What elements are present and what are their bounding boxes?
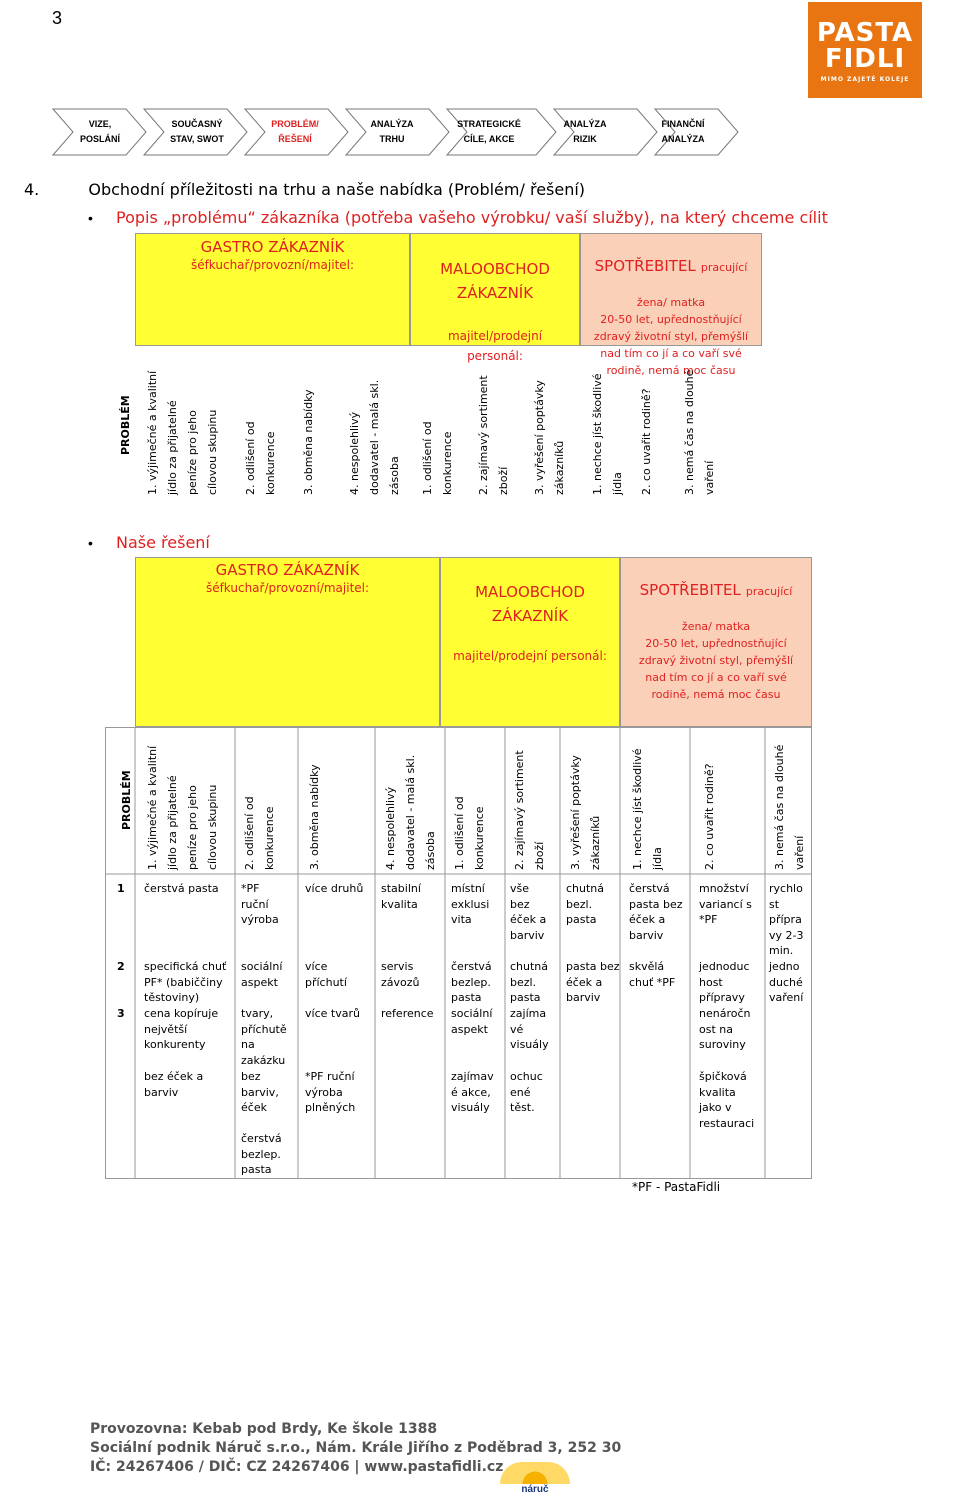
cell-c8-1: čerstvá pasta bez éček a barviv xyxy=(629,882,683,942)
cell-c2-1: *PF ruční výroba xyxy=(241,882,279,926)
cell-c6-4: ochuc ené těst. xyxy=(510,1070,543,1114)
bullet-1: • xyxy=(88,210,93,226)
col-label-4: 4. nespolehlivý dodavatel - malá skl. zásoba xyxy=(348,379,401,495)
row-number-2: 2 xyxy=(117,960,125,973)
cell-c7-1: chutná bezl. pasta xyxy=(566,882,605,926)
spot-subtitle: žena/ matka 20-50 let, upřednostňující zdravý životní styl, přemýšlí nad tím co jí a co vaří své rodině, nemá moc času xyxy=(593,296,749,377)
cell-c4-1: stabilní kvalita xyxy=(381,882,421,911)
pasta-fidli-logo xyxy=(808,2,922,98)
malo-title: MALOOBCHOD ZÁKAZNÍK xyxy=(440,260,550,302)
nav-financni-analyza[interactable]: FINANČNÍ ANALÝZA xyxy=(661,119,705,144)
nav-analyza-trhu[interactable]: ANALÝZA TRHU xyxy=(370,119,414,144)
cell-c1-1: čerstvá pasta xyxy=(144,882,219,895)
logo-tagline: MIMO ZAJETÉ KOLEJE xyxy=(820,76,910,83)
cell-c3-4: *PF ruční výroba plněných xyxy=(305,1070,356,1114)
col-label-5: 1. odlišení od konkurence xyxy=(421,421,454,495)
cell-c2-3: tvary, příchutě na zakázku xyxy=(241,1007,287,1067)
col-label-2: 2. odlišení od konkurence xyxy=(244,421,277,495)
row-label-problem: PROBLÉM xyxy=(119,395,132,455)
sol-col-label-10: 3. nemá čas na dlouhé vaření xyxy=(773,744,806,870)
cell-c7-2: pasta bez éček a barviv xyxy=(566,960,620,1004)
nav-strategicke-cile[interactable]: STRATEGICKÉ CÍLE, AKCE xyxy=(457,119,521,144)
sol-col-label-4: 4. nespolehlivý dodavatel - malá skl. zásoba xyxy=(384,754,437,870)
sol-row-label-problem: PROBLÉM xyxy=(120,770,133,830)
col-label-8: 1. nechce jíst škodlivé jídla xyxy=(591,373,624,495)
sol-col-label-5: 1. odlišení od konkurence xyxy=(453,796,486,870)
sol-malo-title: MALOOBCHOD ZÁKAZNÍK xyxy=(475,583,585,625)
cell-c9-2: jednoduc host přípravy xyxy=(699,960,750,1004)
nav-soucasny-stav[interactable]: SOUČASNÝ STAV, SWOT xyxy=(170,119,224,144)
sol-spot-title: SPOTŘEBITEL xyxy=(639,581,741,599)
sol-spot-subtitle: žena/ matka 20-50 let, upřednostňující zdravý životní styl, přemýšlí nad tím co jí a co vaří své rodině, nemá moc času xyxy=(638,620,794,701)
col-label-6: 2. zajímavý sortiment zboží xyxy=(477,375,510,495)
cell-c3-3: více tvarů xyxy=(305,1007,360,1020)
section-number: 4. xyxy=(24,180,40,199)
cell-c5-2: čerstvá bezlep. pasta xyxy=(451,960,492,1004)
cell-c1-4: bez éček a barviv xyxy=(144,1070,204,1099)
solution-title: Naše řešení xyxy=(116,533,210,552)
solution-spot-box xyxy=(620,557,812,727)
sol-col-label-7: 3. vyřešení poptávky zákazníků xyxy=(569,755,602,870)
gastro-subtitle: šéfkuchař/provozní/majitel: xyxy=(190,258,355,272)
spot-title: SPOTŘEBITEL xyxy=(594,257,696,275)
nav-problem-reseni[interactable]: PROBLÉM/ ŘEŠENÍ xyxy=(271,119,319,144)
malo-subtitle: majitel/prodejní personál: xyxy=(447,329,543,363)
sol-spot-title-small: pracující xyxy=(745,585,793,598)
naruc-logo xyxy=(500,1462,570,1496)
footnote: *PF - PastaFidli xyxy=(632,1180,721,1194)
section-title: Obchodní příležitosti na trhu a naše nabídka (Problém/ řešení) xyxy=(88,180,586,199)
cell-c4-3: reference xyxy=(381,1007,434,1020)
cell-c10-1: rychlo st přípra vy 2-3 min. xyxy=(769,882,804,957)
solution-malo-box xyxy=(440,557,620,727)
cell-c1-3: cena kopíruje největší konkurenty xyxy=(144,1007,219,1051)
sol-gastro-title: GASTRO ZÁKAZNÍK xyxy=(215,561,360,579)
spot-title-small: pracující xyxy=(700,261,748,274)
nav-vize[interactable]: VIZE, POSLÁNÍ xyxy=(79,119,120,144)
logo-line1: PASTA xyxy=(816,18,914,48)
cell-c4-2: servis závozů xyxy=(381,960,420,989)
sol-gastro-subtitle: šéfkuchař/provozní/majitel: xyxy=(205,581,370,595)
row-number-1: 1 xyxy=(117,882,125,895)
footer-line2: Sociální podnik Náruč s.r.o., Nám. Krále Jiřího z Poděbrad 3, 252 30 xyxy=(90,1440,622,1456)
row-number-3: 3 xyxy=(117,1007,125,1020)
gastro-title: GASTRO ZÁKAZNÍK xyxy=(200,238,345,256)
problem-malo-box xyxy=(410,233,580,363)
problem-spot-box xyxy=(580,233,762,377)
cell-c2-2: sociální aspekt xyxy=(241,960,283,989)
sol-malo-subtitle: majitel/prodejní personál: xyxy=(453,649,607,663)
sol-col-label-9: 2. co uvařit rodině? xyxy=(703,763,716,870)
cell-c9-3: nenáročn ost na suroviny xyxy=(699,1007,751,1051)
sol-col-label-1: 1. výjimečné a kvalitní jídlo za přijatelné peníze pro jeho cílovou skupinu xyxy=(146,745,219,870)
problem-description xyxy=(116,208,828,227)
cell-c9-1: množství variancí s *PF xyxy=(699,882,752,926)
sun-icon xyxy=(500,1462,570,1484)
cell-c2-4: bez barviv, éček xyxy=(241,1070,279,1114)
sol-col-label-3: 3. obměna nabídky xyxy=(308,764,321,870)
naruc-brand: náruč xyxy=(521,1484,549,1495)
sol-col-label-2: 2. odlišení od konkurence xyxy=(243,796,276,870)
cell-c8-2: skvělá chuť *PF xyxy=(629,960,676,989)
sol-col-label-8: 1. nechce jíst škodlivé jídla xyxy=(631,748,664,870)
solution-gastro-box xyxy=(135,557,440,727)
problem-description-text: Popis „problému“ zákazníka (potřeba vašeho výrobku/ vaší služby), na který chceme cílit xyxy=(116,208,828,227)
cell-c3-1: více druhů xyxy=(305,882,364,895)
col-label-3: 3. obměna nabídky xyxy=(302,389,315,495)
problem-gastro-box xyxy=(135,233,410,346)
cell-c9-4: špičková kvalita jako v restauraci xyxy=(699,1070,755,1130)
bullet-2: • xyxy=(88,535,93,551)
col-label-10: 3. nemá čas na dlouhé vaření xyxy=(683,369,716,495)
cell-c5-3: sociální aspekt xyxy=(451,1007,493,1036)
page-number: 3 xyxy=(52,8,63,28)
cell-c10-2: jedno duché vaření xyxy=(769,960,804,1004)
cell-c5-4: zajímav é akce, visuály xyxy=(451,1070,494,1114)
cell-c6-2: chutná bezl. pasta xyxy=(510,960,549,1004)
nav-analyza-rizik[interactable]: ANALÝZA RIZIK xyxy=(563,119,607,144)
col-label-1: 1. výjimečné a kvalitní jídlo za přijatelné peníze pro jeho cílovou skupinu xyxy=(146,370,219,495)
footer-line3: IČ: 24267406 / DIČ: CZ 24267406 | www.pastafidli.cz xyxy=(90,1459,504,1475)
section-heading xyxy=(24,180,585,199)
cell-c1-2: specifická chuť PF* (babiččiny těstoviny) xyxy=(144,960,227,1004)
sol-col-label-6: 2. zajímavý sortiment zboží xyxy=(513,750,546,870)
cell-c2-5: čerstvá bezlep. pasta xyxy=(241,1132,282,1176)
cell-c6-3: zajíma vé visuály xyxy=(510,1007,549,1051)
logo-line2: FIDLI xyxy=(824,44,906,74)
cell-c6-1: vše bez éček a barviv xyxy=(510,882,547,942)
cell-c5-1: místní exklusi vita xyxy=(451,882,490,926)
cell-c3-2: více příchutí xyxy=(305,960,347,989)
col-label-9: 2. co uvařit rodině? xyxy=(640,388,653,495)
col-label-7: 3. vyřešení poptávky zákazníků xyxy=(533,380,566,495)
footer-line1: Provozovna: Kebab pod Brdy, Ke škole 1388 xyxy=(90,1421,438,1437)
